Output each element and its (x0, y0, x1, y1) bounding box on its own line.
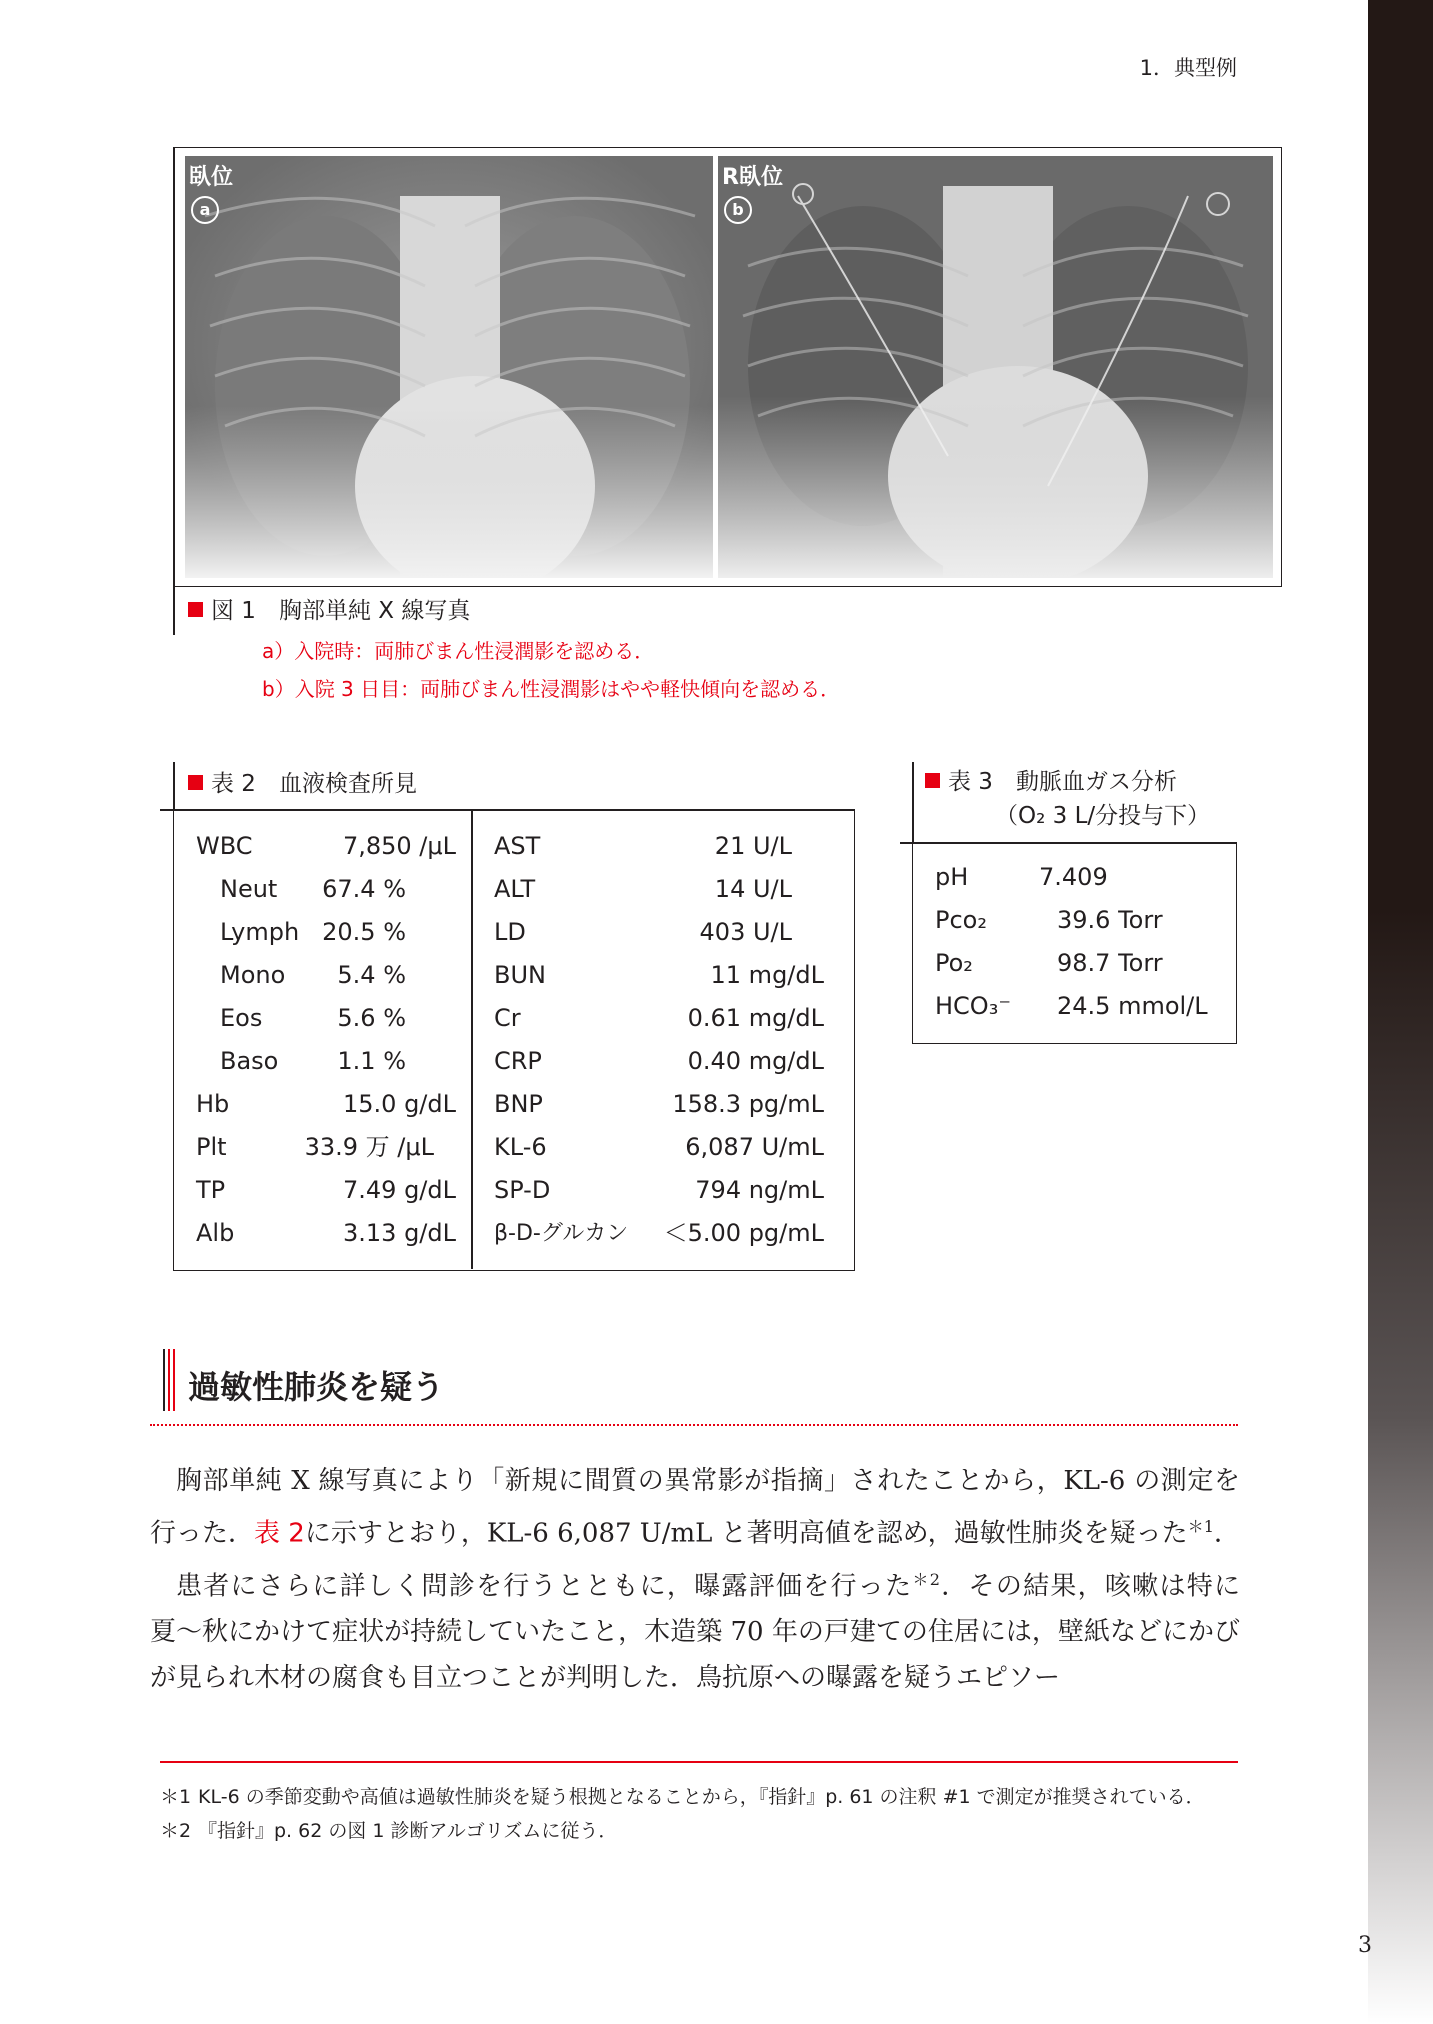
table-row (494, 954, 824, 997)
paragraph-2 (150, 1557, 1240, 1702)
table-3-title: 表 3 動脈血ガス分析 (948, 769, 1177, 795)
table-row (494, 868, 824, 911)
test-name: BUN (494, 961, 546, 989)
test-name: Cr (494, 1004, 521, 1032)
test-value: 0.61 mg/dL (687, 1004, 824, 1032)
test-value: 5.6 % (337, 1004, 406, 1032)
table-3-head-rule (912, 762, 914, 844)
xray-image-b (718, 156, 1273, 578)
gas-value: 24.5 mmol/L (1057, 992, 1208, 1020)
body-text (150, 1458, 1240, 1701)
footnote-1-mark: ＊1 (160, 1786, 192, 1808)
table-row (494, 911, 824, 954)
caption-square-icon (925, 773, 940, 788)
gas-value: 39.6 Torr (1057, 906, 1163, 934)
test-value: 67.4 % (322, 875, 406, 903)
table-3-blood-gas (912, 842, 1237, 1044)
test-value: 14 U/L (714, 875, 792, 903)
gas-name: Po₂ (935, 949, 973, 977)
caption-square-icon (188, 775, 203, 790)
footnotes (160, 1780, 1240, 1848)
subcaption-b: b）入院 3 日目：両肺びまん性浸潤影はやや軽快傾向を認める． (262, 677, 841, 701)
paragraph-2-text-a: 患者にさらに詳しく問診を行うとともに，曝露評価を行った (176, 1571, 913, 1602)
table-row (196, 868, 406, 911)
test-value: 7,850 /μL (342, 832, 456, 860)
test-name: β-D-グルカン (494, 1221, 629, 1246)
footnote-1 (160, 1780, 1240, 1814)
table-row (196, 954, 406, 997)
table-row (494, 1040, 824, 1083)
footnote-1-text: KL-6 の季節変動や高値は過敏性肺炎を疑う根拠となることから，『指針』p. 61 の注釈 #1 で測定が推奨されている． (198, 1786, 1205, 1808)
table-row (196, 1126, 434, 1169)
gas-name: pH (935, 863, 969, 891)
table-row (196, 1169, 456, 1212)
test-value: 15.0 g/dL (343, 1090, 456, 1118)
test-name: BNP (494, 1090, 543, 1118)
test-name: Neut (220, 875, 278, 903)
footnote-rule (160, 1761, 1238, 1763)
test-value: 5.4 % (337, 961, 406, 989)
test-name: Eos (220, 1004, 263, 1032)
table-3-caption (925, 765, 1210, 833)
table-row (196, 1083, 456, 1126)
table-row (494, 1126, 824, 1169)
test-name: SP-D (494, 1176, 551, 1204)
test-value: 3.13 g/dL (343, 1219, 456, 1247)
xray-b-label: b (724, 196, 752, 224)
test-value: 6,087 U/mL (685, 1133, 824, 1161)
footnote-2-text: 『指針』p. 62 の図 1 診断アルゴリズムに従う． (198, 1820, 618, 1842)
test-value: 403 U/L (699, 918, 792, 946)
caption-square-icon (188, 602, 203, 617)
table-row (196, 911, 406, 954)
test-value: 20.5 % (322, 918, 406, 946)
section-title: 過敏性肺炎を疑う (188, 1368, 445, 1406)
figure-1 (173, 147, 1282, 587)
table-2-caption (188, 765, 417, 798)
figure-1-title: 図 1 胸部単純 X 線写真 (211, 598, 471, 624)
test-value: ＜5.00 pg/mL (663, 1219, 824, 1247)
table-3-condition: （O₂ 3 L/分投与下） (995, 803, 1211, 829)
side-color-bar (1368, 0, 1433, 2024)
table-row (494, 1169, 824, 1212)
figure-1-subcaptions (262, 632, 840, 708)
table-row (935, 856, 1225, 899)
paragraph-1-text-b: に示すとおり，KL-6 6,087 U/mL と著明高値を認め，過敏性肺炎を疑った (304, 1518, 1188, 1549)
paragraph-1 (150, 1458, 1240, 1557)
test-name: Alb (196, 1219, 235, 1247)
test-name: Mono (220, 961, 286, 989)
test-value: 11 mg/dL (710, 961, 824, 989)
test-name: Plt (196, 1133, 227, 1161)
section-dotted-rule (150, 1424, 1238, 1426)
table-row (494, 1212, 824, 1255)
test-name: AST (494, 832, 541, 860)
xray-a-label: a (191, 196, 219, 224)
test-name: LD (494, 918, 526, 946)
test-value: 794 ng/mL (695, 1176, 824, 1204)
table-row (494, 1083, 824, 1126)
table-row (935, 899, 1225, 942)
test-value: 0.40 mg/dL (687, 1047, 824, 1075)
test-name: Baso (220, 1047, 279, 1075)
test-name: CRP (494, 1047, 542, 1075)
test-name: ALT (494, 875, 536, 903)
table-row (196, 1212, 456, 1255)
table-row (935, 942, 1225, 985)
paragraph-2-text-b: ．その結果，咳嗽は特に夏〜秋にかけて症状が持続していたこと，木造築 70 年の戸建ての住居には，壁紙などにかびが見られ木材の腐食も目立つことが判明した．鳥抗原への曝露を疑うエピソー (150, 1571, 1240, 1694)
paragraph-1-end: ． (1213, 1518, 1240, 1549)
figure-1-caption (188, 592, 470, 625)
test-value: 1.1 % (337, 1047, 406, 1075)
section-heading-bars (163, 1349, 179, 1411)
table-2-column-divider (471, 809, 473, 1269)
test-value: 7.49 g/dL (343, 1176, 456, 1204)
test-value: 33.9 万 /μL (304, 1133, 434, 1161)
test-name: WBC (196, 832, 253, 860)
subcaption-a: a）入院時：両肺びまん性浸潤影を認める． (262, 639, 655, 663)
table-row (935, 985, 1225, 1028)
table-row (196, 825, 456, 868)
gas-value: 98.7 Torr (1057, 949, 1163, 977)
footnote-2-mark: ＊2 (160, 1820, 192, 1842)
test-name: TP (196, 1176, 226, 1204)
table-row (196, 1040, 406, 1083)
paragraph-1-text-a: 胸部単純 X 線写真により「新規に間質の異常影が指摘」されたことから，KL-6 の測定を行った． (150, 1466, 1240, 1549)
gas-value: 7.409 (1039, 863, 1108, 891)
table-2-reference-link[interactable]: 表 2 (254, 1518, 305, 1549)
running-head: 1．典型例 (1139, 56, 1237, 80)
gas-name: HCO₃⁻ (935, 992, 1011, 1020)
footnote-2 (160, 1814, 1240, 1848)
table-row (494, 825, 824, 868)
table-row (494, 997, 824, 1040)
table-row (196, 997, 406, 1040)
test-name: Lymph (220, 918, 300, 946)
xray-a-position-tag: 臥位 (189, 165, 234, 190)
table-2-head-rule (173, 762, 175, 810)
gas-name: Pco₂ (935, 906, 987, 934)
table-2-blood-tests (173, 809, 855, 1271)
page-number: 3 (1358, 1933, 1372, 1958)
test-name: Hb (196, 1090, 230, 1118)
footnote-ref-1[interactable]: ＊1 (1187, 1517, 1214, 1536)
table-2-title: 表 2 血液検査所見 (211, 771, 417, 797)
test-name: KL-6 (494, 1133, 547, 1161)
test-value: 158.3 pg/mL (672, 1090, 824, 1118)
xray-image-a (185, 156, 713, 578)
test-value: 21 U/L (714, 832, 792, 860)
xray-b-position-tag: R臥位 (722, 165, 783, 190)
footnote-ref-2[interactable]: ＊2 (912, 1569, 940, 1589)
